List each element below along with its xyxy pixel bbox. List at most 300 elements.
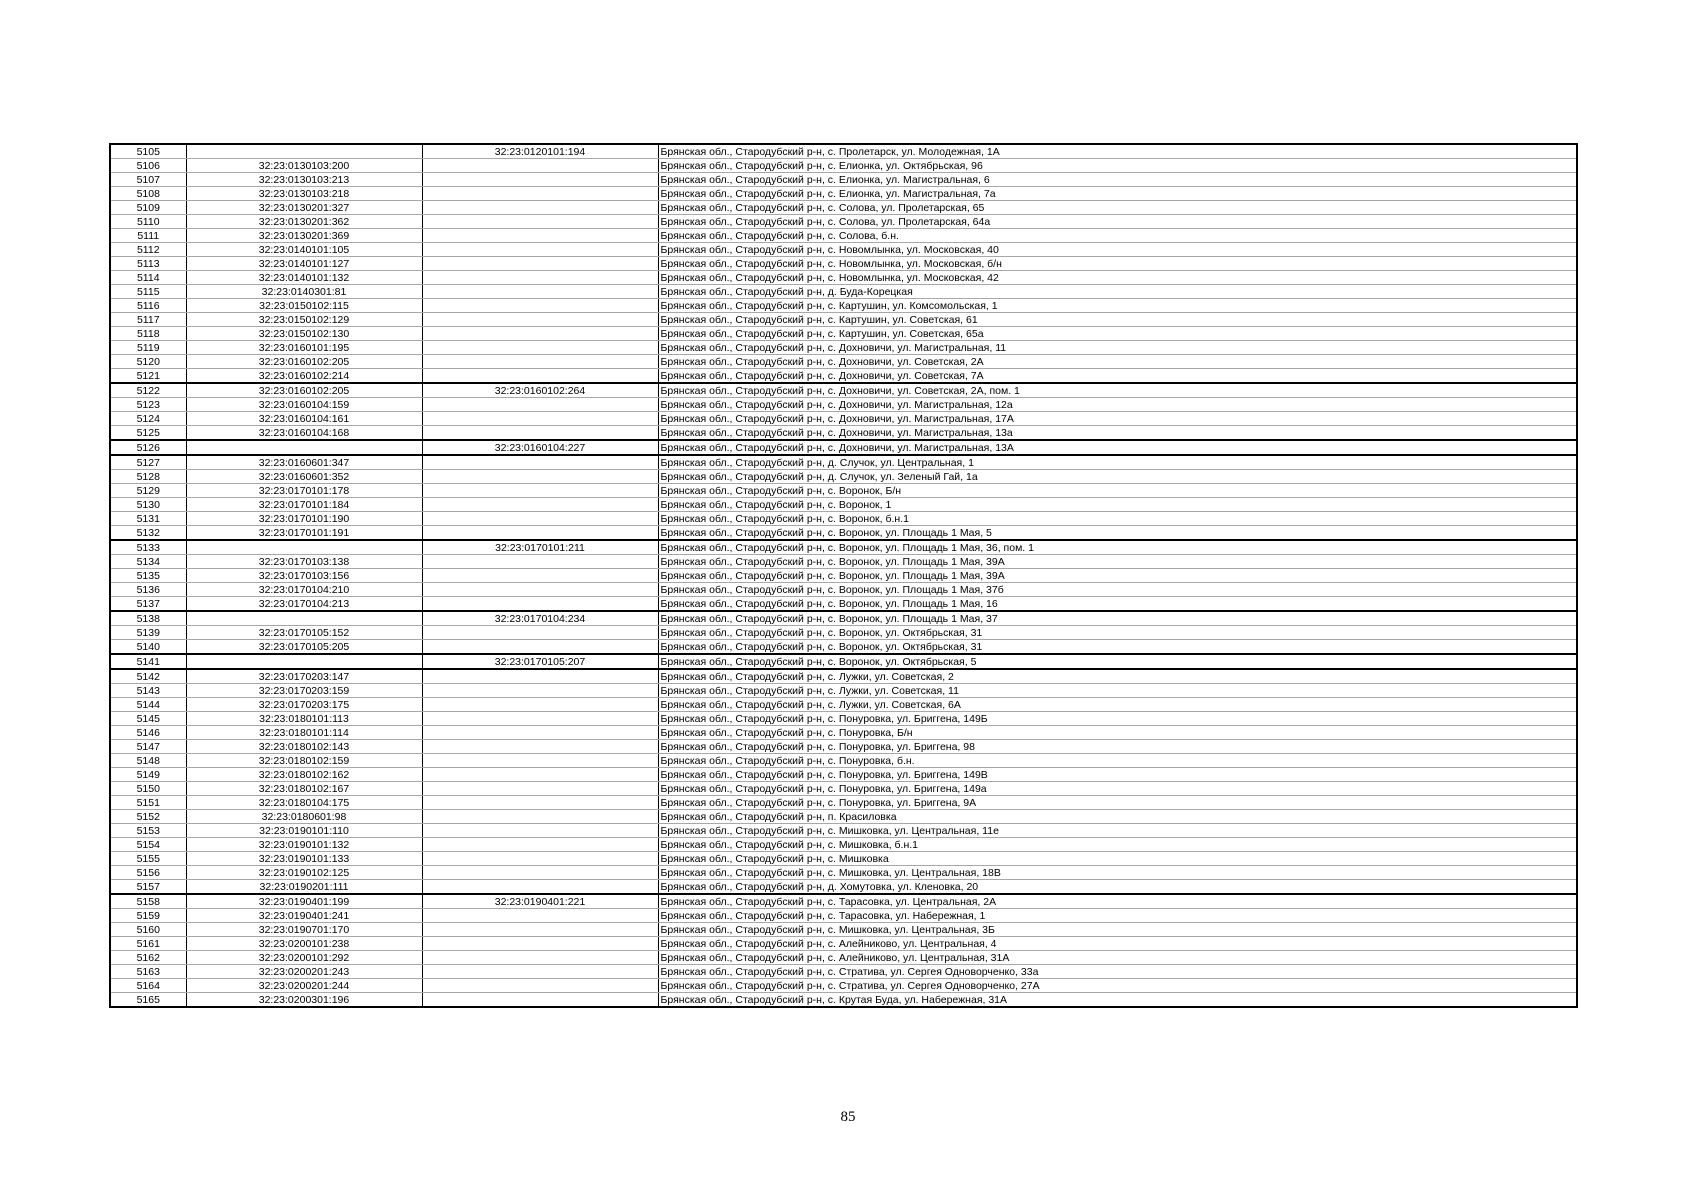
table-row <box>110 555 1577 569</box>
address-cell: Брянская обл., Стародубский р-н, с. Дохновичи, ул. Советская, 2А <box>658 355 1577 369</box>
address-cell: Брянская обл., Стародубский р-н, с. Дохновичи, ул. Советская, 2А, пом. 1 <box>658 383 1577 398</box>
cadastral-number-building-cell <box>422 866 658 880</box>
table-row <box>110 440 1577 455</box>
address-cell: Брянская обл., Стародубский р-н, с. Мишковка <box>658 852 1577 866</box>
cadastral-number-building-cell <box>422 852 658 866</box>
row-number-cell: 5137 <box>110 597 186 612</box>
cadastral-number-building-cell: 32:23:0190401:221 <box>422 894 658 909</box>
row-number-cell: 5165 <box>110 993 186 1008</box>
cadastral-number-building-cell <box>422 159 658 173</box>
table-row <box>110 229 1577 243</box>
row-number-cell: 5119 <box>110 341 186 355</box>
cadastral-number-building-cell <box>422 640 658 655</box>
row-number-cell: 5161 <box>110 937 186 951</box>
cadastral-number-building-cell <box>422 257 658 271</box>
row-number-cell: 5120 <box>110 355 186 369</box>
cadastral-number-building-cell <box>422 880 658 895</box>
table-row <box>110 993 1577 1008</box>
table-row <box>110 810 1577 824</box>
row-number-cell: 5157 <box>110 880 186 895</box>
table-row <box>110 243 1577 257</box>
row-number-cell: 5143 <box>110 684 186 698</box>
cadastral-number-building-cell <box>422 313 658 327</box>
table-row <box>110 782 1577 796</box>
address-cell: Брянская обл., Стародубский р-н, с. Стратива, ул. Сергея Одноворченко, 27А <box>658 979 1577 993</box>
cadastral-number-building-cell <box>422 187 658 201</box>
cadastral-number-building-cell <box>422 768 658 782</box>
address-cell: Брянская обл., Стародубский р-н, с. Лужки, ул. Советская, 11 <box>658 684 1577 698</box>
table-row <box>110 583 1577 597</box>
cadastral-number-building-cell <box>422 526 658 541</box>
table-row <box>110 979 1577 993</box>
cadastral-number-building-cell <box>422 243 658 257</box>
row-number-cell: 5129 <box>110 484 186 498</box>
row-number-cell: 5112 <box>110 243 186 257</box>
address-cell: Брянская обл., Стародубский р-н, с. Картушин, ул. Комсомольская, 1 <box>658 299 1577 313</box>
table-row <box>110 398 1577 412</box>
cadastral-number-land-cell: 32:23:0180601:98 <box>186 810 422 824</box>
row-number-cell: 5146 <box>110 726 186 740</box>
address-cell: Брянская обл., Стародубский р-н, с. Мишковка, ул. Центральная, 18В <box>658 866 1577 880</box>
address-cell: Брянская обл., Стародубский р-н, д. Случок, ул. Центральная, 1 <box>658 455 1577 470</box>
table-row <box>110 698 1577 712</box>
cadastral-number-land-cell: 32:23:0190102:125 <box>186 866 422 880</box>
cadastral-number-land-cell: 32:23:0130103:200 <box>186 159 422 173</box>
row-number-cell: 5155 <box>110 852 186 866</box>
cadastral-number-building-cell <box>422 271 658 285</box>
cadastral-number-building-cell <box>422 583 658 597</box>
cadastral-number-building-cell <box>422 782 658 796</box>
address-cell: Брянская обл., Стародубский р-н, с. Новомлынка, ул. Московская, 42 <box>658 271 1577 285</box>
table-row <box>110 355 1577 369</box>
table-row <box>110 640 1577 655</box>
cadastral-number-land-cell: 32:23:0160601:347 <box>186 455 422 470</box>
table-row <box>110 144 1577 159</box>
address-cell: Брянская обл., Стародубский р-н, с. Тарасовка, ул. Центральная, 2А <box>658 894 1577 909</box>
table-row <box>110 257 1577 271</box>
row-number-cell: 5108 <box>110 187 186 201</box>
cadastral-number-land-cell: 32:23:0130201:327 <box>186 201 422 215</box>
table-row <box>110 611 1577 626</box>
table-row <box>110 866 1577 880</box>
address-cell: Брянская обл., Стародубский р-н, д. Хомутовка, ул. Кленовка, 20 <box>658 880 1577 895</box>
row-number-cell: 5135 <box>110 569 186 583</box>
row-number-cell: 5153 <box>110 824 186 838</box>
address-cell: Брянская обл., Стародубский р-н, с. Понуровка, ул. Бриггена, 98 <box>658 740 1577 754</box>
cadastral-number-land-cell: 32:23:0140101:105 <box>186 243 422 257</box>
address-cell: Брянская обл., Стародубский р-н, с. Дохновичи, ул. Советская, 7А <box>658 369 1577 384</box>
table-row <box>110 923 1577 937</box>
address-cell: Брянская обл., Стародубский р-н, с. Воронок, ул. Октябрьская, 31 <box>658 640 1577 655</box>
table-row <box>110 271 1577 285</box>
row-number-cell: 5111 <box>110 229 186 243</box>
cadastral-number-land-cell: 32:23:0190101:133 <box>186 852 422 866</box>
cadastral-number-building-cell <box>422 355 658 369</box>
cadastral-number-land-cell <box>186 611 422 626</box>
cadastral-number-land-cell: 32:23:0140101:132 <box>186 271 422 285</box>
address-cell: Брянская обл., Стародубский р-н, с. Дохновичи, ул. Магистральная, 17А <box>658 412 1577 426</box>
address-cell: Брянская обл., Стародубский р-н, с. Понуровка, ул. Бриггена, 149Б <box>658 712 1577 726</box>
cadastral-number-land-cell: 32:23:0180101:113 <box>186 712 422 726</box>
address-cell: Брянская обл., Стародубский р-н, с. Елионка, ул. Магистральная, 7а <box>658 187 1577 201</box>
cadastral-number-land-cell: 32:23:0190101:132 <box>186 838 422 852</box>
cadastral-number-land-cell: 32:23:0170101:191 <box>186 526 422 541</box>
cadastral-number-building-cell <box>422 569 658 583</box>
row-number-cell: 5114 <box>110 271 186 285</box>
cadastral-number-land-cell: 32:23:0160601:352 <box>186 470 422 484</box>
cadastral-number-building-cell <box>422 923 658 937</box>
cadastral-number-land-cell: 32:23:0190201:111 <box>186 880 422 895</box>
cadastral-number-land-cell: 32:23:0170104:210 <box>186 583 422 597</box>
address-cell: Брянская обл., Стародубский р-н, с. Лужки, ул. Советская, 6А <box>658 698 1577 712</box>
cadastral-number-land-cell: 32:23:0130201:369 <box>186 229 422 243</box>
cadastral-number-building-cell <box>422 455 658 470</box>
table-row <box>110 455 1577 470</box>
address-cell: Брянская обл., Стародубский р-н, с. Воронок, Б/н <box>658 484 1577 498</box>
row-number-cell: 5134 <box>110 555 186 569</box>
cadastral-number-building-cell <box>422 285 658 299</box>
table-row <box>110 597 1577 612</box>
address-cell: Брянская обл., Стародубский р-н, с. Воронок, ул. Площадь 1 Мая, 39А <box>658 569 1577 583</box>
cadastral-number-building-cell <box>422 965 658 979</box>
cadastral-number-building-cell <box>422 951 658 965</box>
cadastral-number-building-cell <box>422 369 658 384</box>
address-cell: Брянская обл., Стародубский р-н, с. Воронок, б.н.1 <box>658 512 1577 526</box>
address-cell: Брянская обл., Стародубский р-н, с. Понуровка, Б/н <box>658 726 1577 740</box>
cadastral-number-building-cell: 32:23:0170105:207 <box>422 654 658 669</box>
table-row <box>110 526 1577 541</box>
row-number-cell: 5149 <box>110 768 186 782</box>
cadastral-number-land-cell: 32:23:0140301:81 <box>186 285 422 299</box>
table-row <box>110 327 1577 341</box>
row-number-cell: 5124 <box>110 412 186 426</box>
cadastral-number-land-cell: 32:23:0160101:195 <box>186 341 422 355</box>
cadastral-number-building-cell <box>422 398 658 412</box>
table-row <box>110 426 1577 441</box>
address-cell: Брянская обл., Стародубский р-н, с. Елионка, ул. Магистральная, 6 <box>658 173 1577 187</box>
cadastral-number-land-cell: 32:23:0170105:152 <box>186 626 422 640</box>
table-row <box>110 512 1577 526</box>
address-cell: Брянская обл., Стародубский р-н, с. Воронок, ул. Октябрьская, 31 <box>658 626 1577 640</box>
table-row <box>110 470 1577 484</box>
cadastral-number-land-cell <box>186 440 422 455</box>
cadastral-number-building-cell <box>422 512 658 526</box>
address-cell: Брянская обл., Стародубский р-н, с. Мишковка, ул. Центральная, 11е <box>658 824 1577 838</box>
cadastral-number-building-cell: 32:23:0160104:227 <box>422 440 658 455</box>
cadastral-number-land-cell: 32:23:0200201:243 <box>186 965 422 979</box>
cadastral-number-building-cell <box>422 597 658 612</box>
table-row <box>110 383 1577 398</box>
cadastral-number-land-cell: 32:23:0170104:213 <box>186 597 422 612</box>
row-number-cell: 5133 <box>110 540 186 555</box>
cadastral-number-land-cell: 32:23:0160102:205 <box>186 383 422 398</box>
row-number-cell: 5145 <box>110 712 186 726</box>
cadastral-number-building-cell <box>422 626 658 640</box>
cadastral-number-building-cell: 32:23:0170104:234 <box>422 611 658 626</box>
cadastral-number-building-cell <box>422 215 658 229</box>
cadastral-number-building-cell <box>422 979 658 993</box>
row-number-cell: 5117 <box>110 313 186 327</box>
cadastral-number-land-cell: 32:23:0140101:127 <box>186 257 422 271</box>
table-row <box>110 838 1577 852</box>
table-row <box>110 768 1577 782</box>
address-cell: Брянская обл., Стародубский р-н, с. Солова, ул. Пролетарская, 64а <box>658 215 1577 229</box>
address-cell: Брянская обл., Стародубский р-н, с. Елионка, ул. Октябрьская, 96 <box>658 159 1577 173</box>
cadastral-number-land-cell: 32:23:0150102:130 <box>186 327 422 341</box>
row-number-cell: 5125 <box>110 426 186 441</box>
address-cell: Брянская обл., Стародубский р-н, с. Картушин, ул. Советская, 61 <box>658 313 1577 327</box>
cadastral-number-building-cell <box>422 412 658 426</box>
address-cell: Брянская обл., Стародубский р-н, с. Воронок, ул. Площадь 1 Мая, 16 <box>658 597 1577 612</box>
cadastral-number-land-cell: 32:23:0160104:161 <box>186 412 422 426</box>
cadastral-number-land-cell: 32:23:0170105:205 <box>186 640 422 655</box>
row-number-cell: 5144 <box>110 698 186 712</box>
table-row <box>110 684 1577 698</box>
cadastral-number-building-cell <box>422 498 658 512</box>
address-cell: Брянская обл., Стародубский р-н, с. Воронок, 1 <box>658 498 1577 512</box>
cadastral-number-building-cell <box>422 426 658 441</box>
row-number-cell: 5113 <box>110 257 186 271</box>
cadastral-number-land-cell: 32:23:0170103:138 <box>186 555 422 569</box>
table-row <box>110 341 1577 355</box>
cadastral-number-building-cell: 32:23:0120101:194 <box>422 144 658 159</box>
table-row <box>110 369 1577 384</box>
row-number-cell: 5116 <box>110 299 186 313</box>
address-cell: Брянская обл., Стародубский р-н, с. Понуровка, ул. Бриггена, 149а <box>658 782 1577 796</box>
address-cell: Брянская обл., Стародубский р-н, с. Воронок, ул. Октябрьская, 5 <box>658 654 1577 669</box>
table-row <box>110 484 1577 498</box>
row-number-cell: 5148 <box>110 754 186 768</box>
table-row <box>110 569 1577 583</box>
address-cell: Брянская обл., Стародубский р-н, с. Солова, б.н. <box>658 229 1577 243</box>
row-number-cell: 5126 <box>110 440 186 455</box>
address-cell: Брянская обл., Стародубский р-н, с. Воронок, ул. Площадь 1 Мая, 39А <box>658 555 1577 569</box>
row-number-cell: 5160 <box>110 923 186 937</box>
address-cell: Брянская обл., Стародубский р-н, с. Дохновичи, ул. Магистральная, 12а <box>658 398 1577 412</box>
address-cell: Брянская обл., Стародубский р-н, с. Картушин, ул. Советская, 65а <box>658 327 1577 341</box>
table-row <box>110 796 1577 810</box>
cadastral-number-building-cell <box>422 470 658 484</box>
row-number-cell: 5158 <box>110 894 186 909</box>
cadastral-number-building-cell <box>422 810 658 824</box>
cadastral-number-land-cell: 32:23:0190401:241 <box>186 909 422 923</box>
cadastral-number-land-cell: 32:23:0130103:213 <box>186 173 422 187</box>
cadastral-number-land-cell: 32:23:0190701:170 <box>186 923 422 937</box>
table-body <box>110 144 1577 1007</box>
address-cell: Брянская обл., Стародубский р-н, д. Буда-Корецкая <box>658 285 1577 299</box>
address-cell: Брянская обл., Стародубский р-н, с. Тарасовка, ул. Набережная, 1 <box>658 909 1577 923</box>
cadastral-number-building-cell <box>422 201 658 215</box>
cadastral-number-land-cell: 32:23:0170101:190 <box>186 512 422 526</box>
table-row <box>110 712 1577 726</box>
cadastral-number-land-cell: 32:23:0180102:159 <box>186 754 422 768</box>
row-number-cell: 5163 <box>110 965 186 979</box>
address-cell: Брянская обл., Стародубский р-н, с. Мишковка, ул. Центральная, 3Б <box>658 923 1577 937</box>
address-cell: Брянская обл., Стародубский р-н, с. Воронок, ул. Площадь 1 Мая, 5 <box>658 526 1577 541</box>
cadastral-number-building-cell <box>422 173 658 187</box>
cadastral-number-building-cell: 32:23:0170101:211 <box>422 540 658 555</box>
table-row <box>110 498 1577 512</box>
cadastral-number-building-cell <box>422 712 658 726</box>
cadastral-number-land-cell: 32:23:0180101:114 <box>186 726 422 740</box>
row-number-cell: 5131 <box>110 512 186 526</box>
row-number-cell: 5141 <box>110 654 186 669</box>
address-cell: Брянская обл., Стародубский р-н, с. Пролетарск, ул. Молодежная, 1А <box>658 144 1577 159</box>
cadastral-number-land-cell: 32:23:0160104:159 <box>186 398 422 412</box>
address-cell: Брянская обл., Стародубский р-н, с. Воронок, ул. Площадь 1 Мая, 36, пом. 1 <box>658 540 1577 555</box>
row-number-cell: 5136 <box>110 583 186 597</box>
cadastral-number-land-cell: 32:23:0190401:199 <box>186 894 422 909</box>
cadastral-number-land-cell: 32:23:0170101:178 <box>186 484 422 498</box>
cadastral-number-land-cell: 32:23:0170101:184 <box>186 498 422 512</box>
table-row <box>110 285 1577 299</box>
table-row <box>110 173 1577 187</box>
row-number-cell: 5139 <box>110 626 186 640</box>
cadastral-number-building-cell: 32:23:0160102:264 <box>422 383 658 398</box>
cadastral-number-land-cell: 32:23:0170203:159 <box>186 684 422 698</box>
table-row <box>110 965 1577 979</box>
table-row <box>110 187 1577 201</box>
cadastral-number-building-cell <box>422 555 658 569</box>
cadastral-number-land-cell: 32:23:0180102:143 <box>186 740 422 754</box>
cadastral-number-building-cell <box>422 698 658 712</box>
table-row <box>110 215 1577 229</box>
table-row <box>110 540 1577 555</box>
row-number-cell: 5147 <box>110 740 186 754</box>
row-number-cell: 5132 <box>110 526 186 541</box>
cadastral-number-building-cell <box>422 726 658 740</box>
row-number-cell: 5115 <box>110 285 186 299</box>
row-number-cell: 5156 <box>110 866 186 880</box>
cadastral-number-building-cell <box>422 824 658 838</box>
cadastral-number-building-cell <box>422 484 658 498</box>
cadastral-number-land-cell: 32:23:0200101:292 <box>186 951 422 965</box>
address-cell: Брянская обл., Стародубский р-н, с. Алейниково, ул. Центральная, 4 <box>658 937 1577 951</box>
cadastral-number-land-cell: 32:23:0170103:156 <box>186 569 422 583</box>
cadastral-number-building-cell <box>422 229 658 243</box>
cadastral-number-land-cell: 32:23:0170203:175 <box>186 698 422 712</box>
cadastral-number-land-cell: 32:23:0130103:218 <box>186 187 422 201</box>
cadastral-number-land-cell: 32:23:0150102:129 <box>186 313 422 327</box>
table-row <box>110 951 1577 965</box>
cadastral-number-building-cell <box>422 993 658 1008</box>
address-cell: Брянская обл., Стародубский р-н, п. Красиловка <box>658 810 1577 824</box>
cadastral-number-land-cell: 32:23:0180102:162 <box>186 768 422 782</box>
cadastral-number-land-cell <box>186 540 422 555</box>
cadastral-number-land-cell: 32:23:0150102:115 <box>186 299 422 313</box>
row-number-cell: 5162 <box>110 951 186 965</box>
row-number-cell: 5127 <box>110 455 186 470</box>
cadastral-number-land-cell: 32:23:0170203:147 <box>186 669 422 684</box>
table-row <box>110 654 1577 669</box>
cadastral-number-land-cell: 32:23:0200201:244 <box>186 979 422 993</box>
table-row <box>110 824 1577 838</box>
row-number-cell: 5151 <box>110 796 186 810</box>
cadastral-number-building-cell <box>422 684 658 698</box>
table-row <box>110 201 1577 215</box>
row-number-cell: 5130 <box>110 498 186 512</box>
row-number-cell: 5122 <box>110 383 186 398</box>
page-number: 85 <box>840 1109 856 1125</box>
address-cell: Брянская обл., Стародубский р-н, с. Дохновичи, ул. Магистральная, 13а <box>658 426 1577 441</box>
address-cell: Брянская обл., Стародубский р-н, с. Дохновичи, ул. Магистральная, 13А <box>658 440 1577 455</box>
cadastral-number-building-cell <box>422 796 658 810</box>
row-number-cell: 5123 <box>110 398 186 412</box>
row-number-cell: 5140 <box>110 640 186 655</box>
table-row <box>110 894 1577 909</box>
table-row <box>110 313 1577 327</box>
row-number-cell: 5138 <box>110 611 186 626</box>
table-row <box>110 669 1577 684</box>
table-row <box>110 880 1577 895</box>
address-cell: Брянская обл., Стародубский р-н, с. Воронок, ул. Площадь 1 Мая, 37 <box>658 611 1577 626</box>
address-cell: Брянская обл., Стародубский р-н, с. Лужки, ул. Советская, 2 <box>658 669 1577 684</box>
table-row <box>110 740 1577 754</box>
cadastral-number-land-cell: 32:23:0190101:110 <box>186 824 422 838</box>
address-cell: Брянская обл., Стародубский р-н, д. Случок, ул. Зеленый Гай, 1а <box>658 470 1577 484</box>
table-row <box>110 852 1577 866</box>
row-number-cell: 5142 <box>110 669 186 684</box>
table-row <box>110 159 1577 173</box>
row-number-cell: 5107 <box>110 173 186 187</box>
row-number-cell: 5118 <box>110 327 186 341</box>
cadastral-number-building-cell <box>422 669 658 684</box>
table-row <box>110 937 1577 951</box>
table-row <box>110 626 1577 640</box>
row-number-cell: 5164 <box>110 979 186 993</box>
row-number-cell: 5110 <box>110 215 186 229</box>
cadastral-number-land-cell: 32:23:0200301:196 <box>186 993 422 1008</box>
address-cell: Брянская обл., Стародубский р-н, с. Воронок, ул. Площадь 1 Мая, 37б <box>658 583 1577 597</box>
cadastral-number-land-cell: 32:23:0160102:214 <box>186 369 422 384</box>
row-number-cell: 5121 <box>110 369 186 384</box>
address-cell: Брянская обл., Стародубский р-н, с. Понуровка, б.н. <box>658 754 1577 768</box>
property-table <box>109 143 1578 1008</box>
table-row <box>110 909 1577 923</box>
table-row <box>110 726 1577 740</box>
address-cell: Брянская обл., Стародубский р-н, с. Новомлынка, ул. Московская, б/н <box>658 257 1577 271</box>
cadastral-number-building-cell <box>422 299 658 313</box>
cadastral-number-building-cell <box>422 754 658 768</box>
table-row <box>110 299 1577 313</box>
cadastral-number-building-cell <box>422 937 658 951</box>
row-number-cell: 5106 <box>110 159 186 173</box>
address-cell: Брянская обл., Стародубский р-н, с. Солова, ул. Пролетарская, 65 <box>658 201 1577 215</box>
address-cell: Брянская обл., Стародубский р-н, с. Понуровка, ул. Бриггена, 9А <box>658 796 1577 810</box>
cadastral-number-land-cell: 32:23:0180102:167 <box>186 782 422 796</box>
cadastral-number-building-cell <box>422 740 658 754</box>
row-number-cell: 5152 <box>110 810 186 824</box>
cadastral-number-land-cell: 32:23:0160104:168 <box>186 426 422 441</box>
address-cell: Брянская обл., Стародубский р-н, с. Новомлынка, ул. Московская, 40 <box>658 243 1577 257</box>
row-number-cell: 5154 <box>110 838 186 852</box>
row-number-cell: 5150 <box>110 782 186 796</box>
address-cell: Брянская обл., Стародубский р-н, с. Алейниково, ул. Центральная, 31А <box>658 951 1577 965</box>
row-number-cell: 5109 <box>110 201 186 215</box>
row-number-cell: 5105 <box>110 144 186 159</box>
cadastral-number-building-cell <box>422 341 658 355</box>
cadastral-number-land-cell: 32:23:0160102:205 <box>186 355 422 369</box>
address-cell: Брянская обл., Стародубский р-н, с. Стратива, ул. Сергея Одноворченко, 33а <box>658 965 1577 979</box>
address-cell: Брянская обл., Стародубский р-н, с. Крутая Буда, ул. Набережная, 31А <box>658 993 1577 1008</box>
table-row <box>110 754 1577 768</box>
row-number-cell: 5159 <box>110 909 186 923</box>
cadastral-number-building-cell <box>422 909 658 923</box>
address-cell: Брянская обл., Стародубский р-н, с. Понуровка, ул. Бриггена, 149В <box>658 768 1577 782</box>
cadastral-number-land-cell: 32:23:0130201:362 <box>186 215 422 229</box>
cadastral-number-building-cell <box>422 838 658 852</box>
cadastral-number-building-cell <box>422 327 658 341</box>
